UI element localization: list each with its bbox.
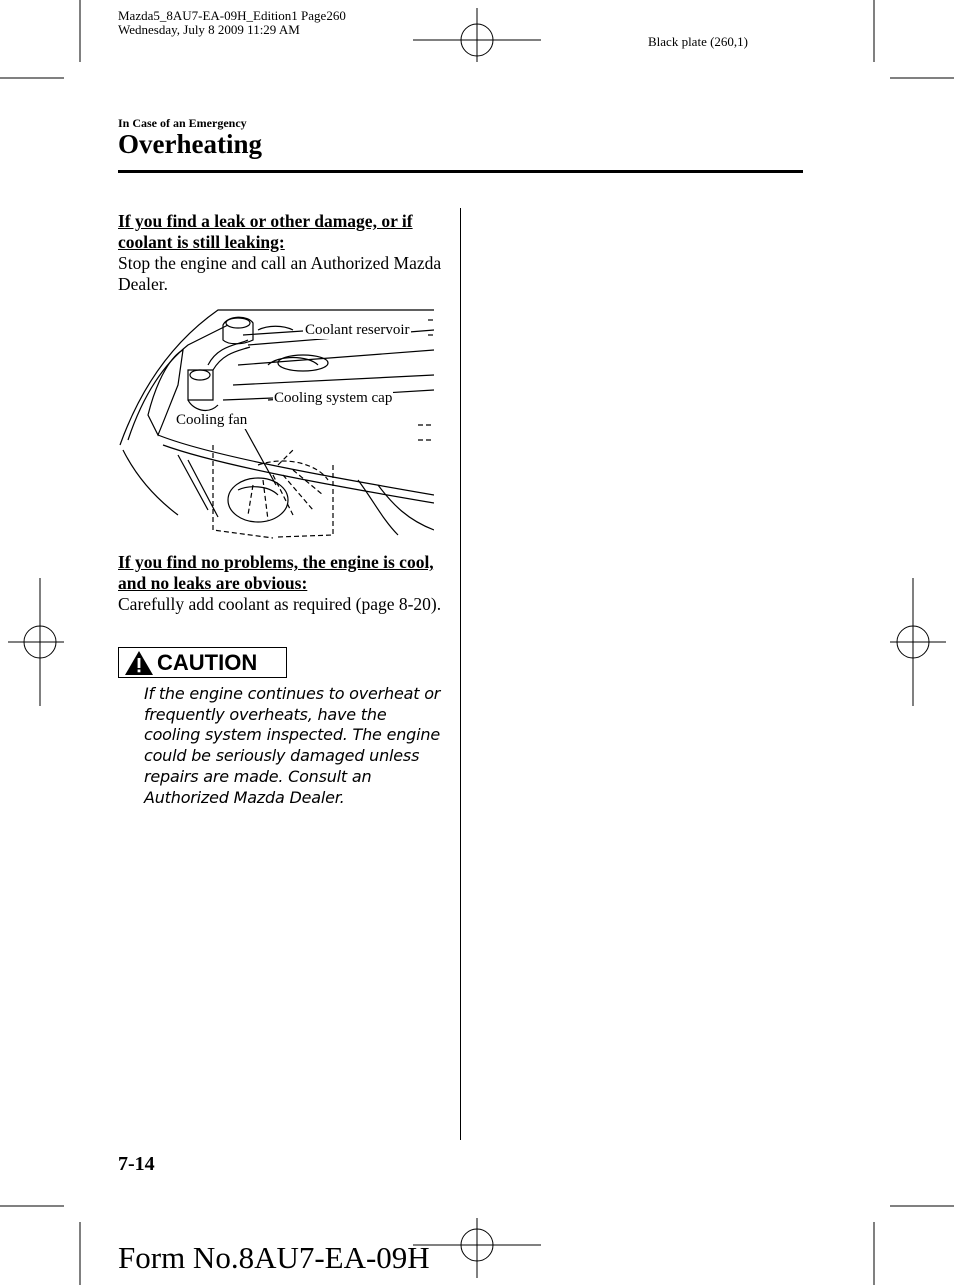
label-cooling-system-cap: Cooling system cap [274,390,393,406]
print-header-plate: Black plate (260,1) [648,34,748,49]
warning-triangle-icon [124,650,154,676]
engine-bay-drawing [118,305,434,543]
page-number: 7-14 [118,1153,155,1175]
engine-bay-figure [118,305,434,543]
title-rule [118,170,803,173]
caution-box [118,647,287,678]
label-coolant-reservoir: Coolant reservoir [305,322,410,338]
label-cooling-fan: Cooling fan [176,412,248,428]
no-problem-body: Carefully add coolant as required (page 8-20). [118,594,442,614]
column-divider [460,208,461,1140]
print-header-line2: Wednesday, July 8 2009 11:29 AM [118,22,300,37]
form-number: Form No.8AU7-EA-09H [118,1240,430,1275]
caution-text: If the engine continues to overheat or frequently overheats, have the cooling system inspected. The engine could be seriously damaged unless repairs are made. Consult an Authorized Mazda Dealer. [144,684,441,807]
leak-heading: If you find a leak or other damage, or if coolant is still leaking: [118,211,413,252]
section-label: In Case of an Emergency [118,116,247,130]
leak-body: Stop the engine and call an Authorized Mazda Dealer. [118,253,442,294]
caution-label: CAUTION [157,650,258,675]
no-problem-heading: If you find no problems, the engine is cool, and no leaks are obvious: [118,552,434,593]
page-title: Overheating [118,129,262,159]
print-header-line1: Mazda5_8AU7-EA-09H_Edition1 Page260 [118,8,346,23]
